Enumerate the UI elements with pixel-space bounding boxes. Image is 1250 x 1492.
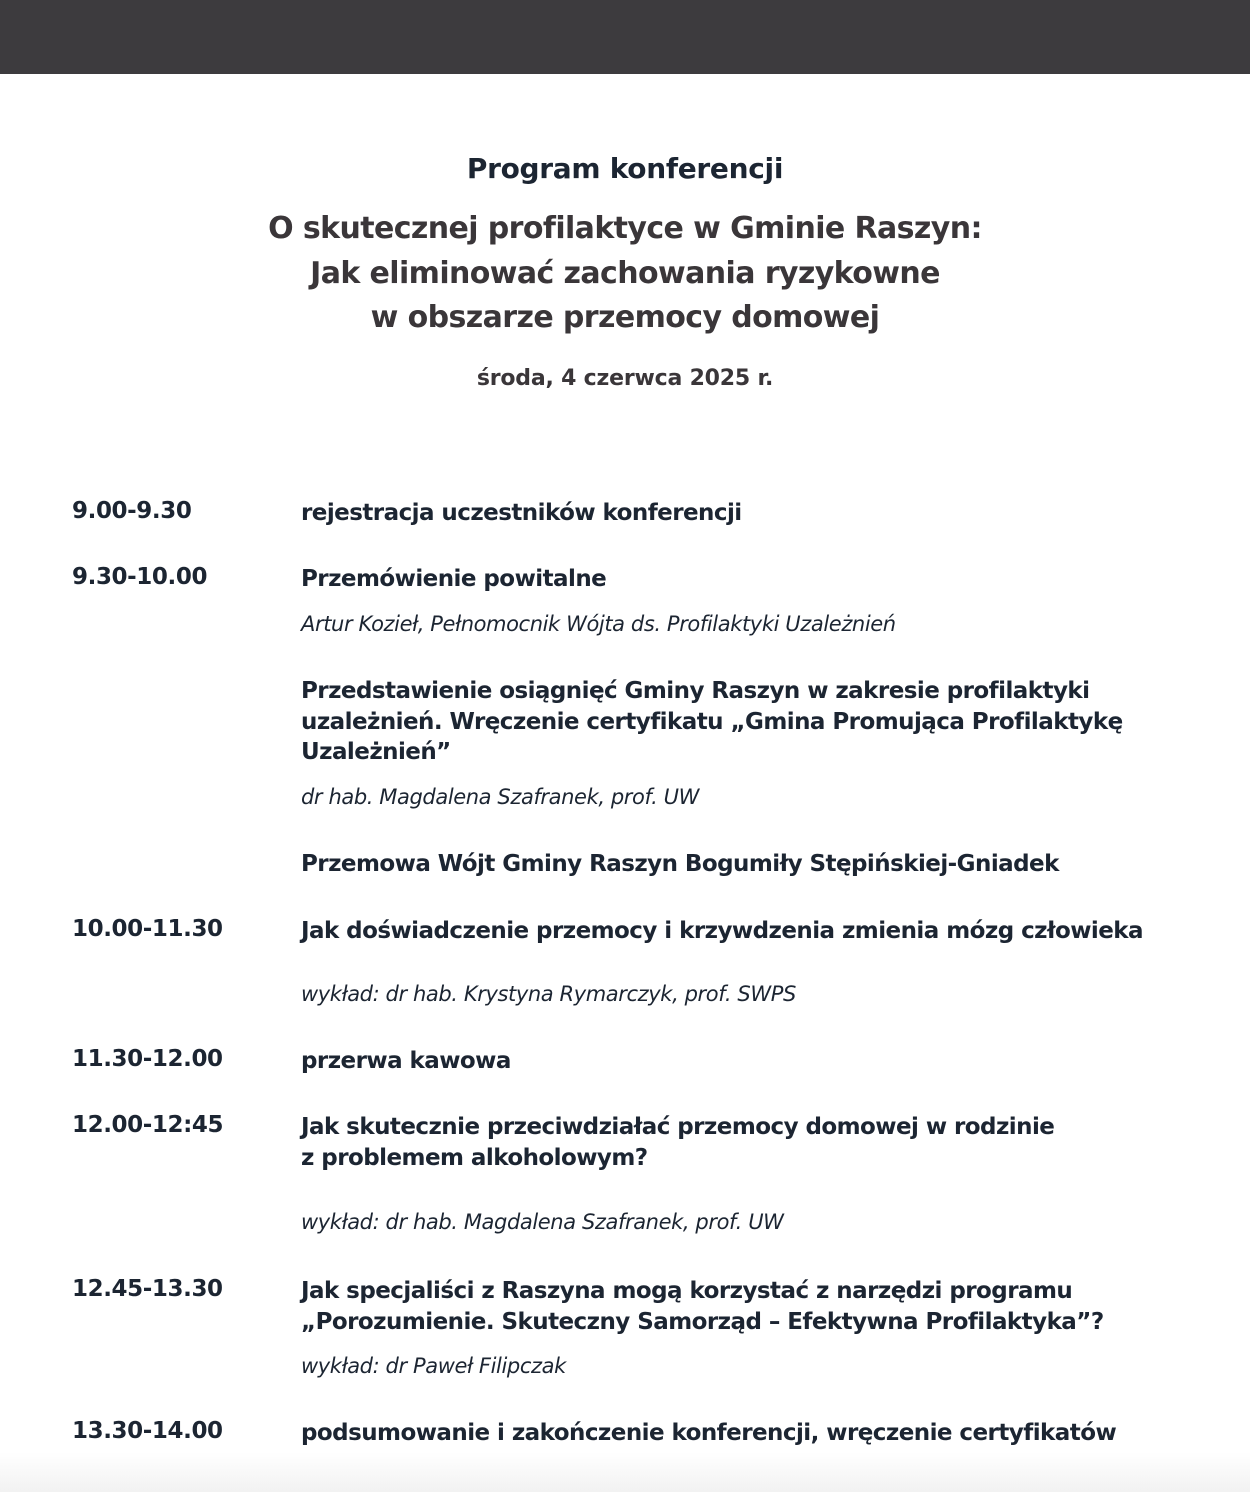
conference-title-line: O skutecznej profilaktyce w Gminie Raszyn: — [268, 211, 982, 246]
agenda-time: 12.45-13.30 — [72, 1276, 223, 1302]
agenda-subitem-title-line: Przedstawienie osiągnięć Gminy Raszyn w zakresie profilaktyki — [301, 678, 1090, 704]
agenda-time: 11.30-12.00 — [72, 1046, 223, 1072]
agenda-subitem-title: Przemowa Wójt Gminy Raszyn Bogumiły Stępińskiej-Gniadek — [301, 851, 1059, 877]
agenda-subitem-speaker: dr hab. Magdalena Szafranek, prof. UW — [301, 785, 700, 809]
agenda-speaker: Artur Kozieł, Pełnomocnik Wójta ds. Profilaktyki Uzależnień — [301, 612, 896, 636]
agenda-title: podsumowanie i zakończenie konferencji, wręczenie certyfikatów — [301, 1420, 1117, 1446]
agenda-title-line: z problemem alkoholowym? — [301, 1144, 648, 1171]
agenda-title — [301, 1112, 1201, 1173]
agenda-speaker: wykład: dr hab. Magdalena Szafranek, prof. UW — [301, 1210, 784, 1234]
agenda-subitem-title-line: uzależnień. Wręczenie certyfikatu „Gmina Promująca Profilaktykę — [301, 708, 1123, 735]
agenda-time: 9.30-10.00 — [72, 564, 208, 590]
conference-title-line: w obszarze przemocy domowej — [370, 300, 880, 335]
agenda-title: rejestracja uczestników konferencji — [301, 500, 742, 526]
agenda-time: 12.00-12:45 — [72, 1112, 224, 1138]
agenda-title: przerwa kawowa — [301, 1048, 511, 1074]
agenda-title-line: Jak skutecznie przeciwdziałać przemocy domowej w rodzinie — [301, 1114, 1055, 1140]
program-label: Program konferencji — [466, 152, 784, 185]
agenda-speaker: wykład: dr Paweł Filipczak — [301, 1354, 566, 1378]
agenda-title: Przemówienie powitalne — [301, 566, 607, 592]
page-bottom-shadow — [0, 1452, 1250, 1492]
agenda-time: 9.00-9.30 — [72, 498, 192, 524]
agenda-title-line: Jak specjaliści z Raszyna mogą korzystać z narzędzi programu — [301, 1278, 1073, 1304]
conference-date: środa, 4 czerwca 2025 r. — [476, 366, 774, 391]
document-viewer-top-bar — [0, 0, 1250, 74]
agenda-title: Jak doświadczenie przemocy i krzywdzenia zmienia mózg człowieka — [301, 918, 1144, 944]
agenda-title-line: „Porozumienie. Skuteczny Samorząd – Efektywna Profilaktyka”? — [301, 1308, 1104, 1335]
agenda-subitem-title — [301, 676, 1201, 768]
agenda-time: 13.30-14.00 — [72, 1418, 223, 1444]
conference-title — [0, 207, 1250, 341]
conference-title-line: Jak eliminować zachowania ryzykowne — [310, 255, 940, 291]
agenda-speaker: wykład: dr hab. Krystyna Rymarczyk, prof. SWPS — [301, 982, 796, 1006]
agenda-time: 10.00-11.30 — [72, 916, 223, 942]
agenda-subitem-title-line: Uzależnień” — [301, 739, 451, 765]
agenda-title — [301, 1276, 1201, 1337]
